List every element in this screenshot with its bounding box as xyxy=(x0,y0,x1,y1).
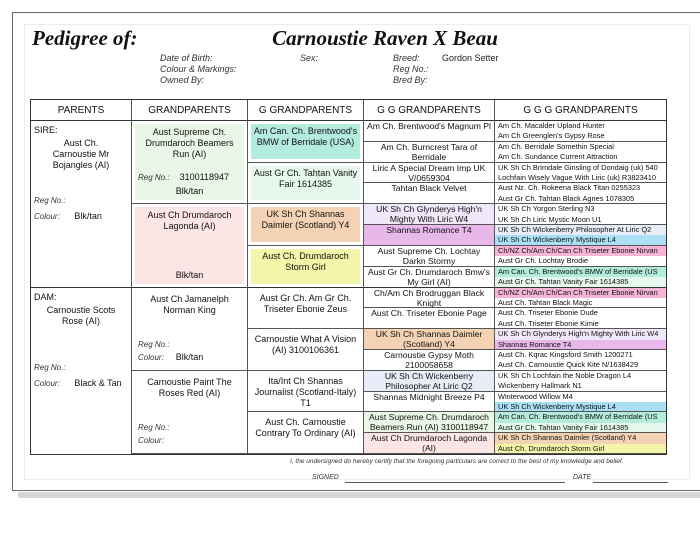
ggg-grandparent-row: UK Sh Ch Wickenberry Mystique L4 xyxy=(495,235,666,245)
ggg-grandparent-row: Am Can. Ch. Brentwood's BMW of Berridale (US xyxy=(495,412,666,422)
gg-grandparent-cell: UK Sh Ch Glynderys High'n Mighty With Liric W4 xyxy=(364,204,494,225)
ggg-grandparent-row: Winterwood Willow M4 xyxy=(495,392,666,402)
g-grandparent-name: Aust Gr Ch. Am Gr Ch. Triseter Ebonie Zeus xyxy=(259,292,352,314)
sire-reg-no-label: Reg No.: xyxy=(34,196,66,205)
grandparent-cell-bg xyxy=(135,207,244,283)
g-grandparent-cell xyxy=(248,121,363,163)
g-grandparent-cell xyxy=(248,246,363,288)
grandparent-colour-value: Blk/tan xyxy=(175,351,204,362)
grandparent-name: Carnoustie Paint The Roses Red (AI) xyxy=(147,376,232,398)
gg-grandparent-cell: Aust Supreme Ch. Drumdaroch Beamers Run (AI) 3100118947 xyxy=(364,412,494,433)
g-grandparent-cell-bg xyxy=(251,249,360,284)
grandparent-name: Aust Supreme Ch. Drumdaroch Beamers Run (AI) xyxy=(145,127,234,159)
ggg-grandparent-row: Aust Ch. Drumdaroch Storm Girl xyxy=(495,444,666,454)
grandparent-cell xyxy=(132,371,247,454)
pedigree-of-label: Pedigree of: xyxy=(32,26,138,50)
grandparent-reg-row xyxy=(138,172,229,183)
ggg-grandparent-row: Am Ch Greenglen's Gypsy Rose xyxy=(495,131,666,141)
ggg-grandparent-row: Am Ch. Berridale Somethin Special xyxy=(495,142,666,152)
dam-role-label: DAM: xyxy=(34,292,57,302)
ggg-grandparent-row: Am Ch. Macalder Upland Hunter xyxy=(495,121,666,131)
gg-grandparent-cell: Aust Supreme Ch. Lochtay Darkn Stormy xyxy=(364,246,494,267)
reg-no-label: Reg No.: xyxy=(393,64,429,74)
g-grandparent-name: Am Can. Ch. Brentwood's BMW of Berridale (USA) xyxy=(253,126,358,147)
grandparent-colour-label: Colour: xyxy=(138,352,164,362)
grandparent-cell-bg xyxy=(135,124,244,200)
signed-label: SIGNED xyxy=(312,474,339,481)
dam-reg-no-label: Reg No.: xyxy=(34,363,66,372)
g-grandparent-cell xyxy=(248,412,363,454)
ggg-grandparent-row: Aust Gr Ch. Tahtan Black Agnes 1078305 xyxy=(495,194,666,204)
ggg-grandparent-row: UK Sh Ch Brimdale Ginsling of Dondaig (uk) 540 xyxy=(495,163,666,173)
ggg-grandparent-row: Shannas Romance T4 xyxy=(495,340,666,350)
ggg-grandparent-row: Aust Gr Ch. Tahtan Vanity Fair 1614385 xyxy=(495,423,666,433)
sire-cell xyxy=(31,121,132,288)
ggg-grandparent-row: Ch/NZ Ch/Am Ch/Can Ch Triseter Ebonie Nirvan xyxy=(495,288,666,298)
frame-shadow xyxy=(18,492,700,498)
g-grandparents-column xyxy=(248,100,364,454)
g-grandparent-cell-bg xyxy=(251,374,360,409)
ggg-grandparent-row: Aust Ch. Kqrac Kingsford Smith 1200271 xyxy=(495,350,666,360)
ggg-grandparent-row: Aust Ch. Tahtan Black Magic xyxy=(495,298,666,308)
gg-grandparent-cell: Am Ch. Brentwood's Magnum Pl xyxy=(364,121,494,142)
header-g-grandparents: G GRANDPARENTS xyxy=(248,100,364,121)
pedigree-table xyxy=(30,99,667,455)
gg-grandparent-cell: Aust Ch Drumdaroch Lagonda (AI) xyxy=(364,433,494,454)
grandparent-reg-row xyxy=(138,422,180,433)
grandparent-colour-row xyxy=(138,352,203,363)
ggg-grandparent-row: Aust Ch. Carnoustie Quick Kite N/1638429 xyxy=(495,360,666,370)
date-label: DATE xyxy=(573,474,592,481)
grandparent-cell xyxy=(132,121,247,204)
dog-name-title: Carnoustie Raven X Beau xyxy=(272,26,498,50)
colour-markings-label: Colour & Markings: xyxy=(160,64,237,74)
ggg-grandparent-row: UK Sh Ch Yorgon Sterling N3 xyxy=(495,204,666,214)
gg-grandparent-cell: Aust Gr Ch. Drumdaroch Bmw's My Girl (AI) xyxy=(364,267,494,288)
header-ggg-grandparents: G G G GRANDPARENTS xyxy=(495,100,666,121)
grandparent-colour-label: Colour: xyxy=(138,436,164,445)
gg-grandparent-cell: Carnoustie Gypsy Moth 2100058658 xyxy=(364,350,494,371)
grandparent-name: Aust Ch Drumdaroch Lagonda (AI) xyxy=(147,210,232,232)
gg-grandparent-cell: Ch/Am Ch Brodruggan Black Knight xyxy=(364,288,494,309)
date-line[interactable] xyxy=(593,482,668,483)
grandparent-reg-no-value: 3100118947 xyxy=(179,172,229,182)
sex-label: Sex: xyxy=(300,53,319,63)
ggg-grandparent-row: UK Sh Ch Lochfain the Noble Dragon L4 xyxy=(495,371,666,381)
ggg-grandparents-column xyxy=(495,100,666,454)
g-grandparent-cell-bg xyxy=(251,332,360,367)
sire-name: Aust Ch. Carnoustie Mr Bojangles (AI) xyxy=(52,138,110,170)
g-grandparent-cell xyxy=(248,371,363,413)
sire-role-label: SIRE: xyxy=(34,125,58,135)
gg-grandparent-cell: Am Ch. Burncrest Tara of Berridale xyxy=(364,142,494,163)
grandparent-reg-row xyxy=(138,339,180,350)
gg-grandparent-cell: Liric A Special Dream Imp UK V/0659304 xyxy=(364,163,494,184)
grandparent-colour-value: Blk/tan xyxy=(175,186,204,197)
dam-colour-value: Black & Tan xyxy=(74,378,122,388)
ggg-grandparent-row: UK Sh Ch Wickenberry Philosopher At Liric Q2 xyxy=(495,225,666,235)
gg-grandparent-cell: Shannas Romance T4 xyxy=(364,225,494,246)
certification-text: I, the undersigned do hereby certify that the foregoing particulars are correct to the best of my knowledge and belief. xyxy=(290,458,624,465)
gg-grandparent-cell: Tahtan Black Velvet xyxy=(364,183,494,204)
gg-grandparent-cell: Shannas Midnight Breeze P4 xyxy=(364,392,494,413)
ggg-grandparent-row: UK Sh Ch Wickenberry Mystique L4 xyxy=(495,402,666,412)
gg-grandparent-cell: UK Sh Ch Shannas Daimler (Scotland) Y4 xyxy=(364,329,494,350)
sire-colour-label: Colour: xyxy=(34,212,60,221)
ggg-grandparent-row: Aust Ch. Triseter Ebonie Kimie xyxy=(495,319,666,329)
grandparent-colour-value: Blk/tan xyxy=(175,269,204,280)
g-grandparent-name: Aust Ch. Carnoustie Contrary To Ordinary (AI) xyxy=(255,417,356,439)
dam-cell xyxy=(31,288,132,454)
grandparent-reg-no-label: Reg No.: xyxy=(138,422,170,432)
ggg-grandparent-row: Am Ch. Sundance Current Attraction xyxy=(495,152,666,162)
g-grandparent-name: Carnoustie What A Vision (AI) 3100106361 xyxy=(254,334,357,356)
dam-name: Carnoustie Scots Rose (AI) xyxy=(46,305,116,326)
g-grandparent-cell-bg xyxy=(251,166,360,201)
header-parents: PARENTS xyxy=(31,100,132,121)
grandparent-colour-row xyxy=(138,435,176,446)
g-grandparent-cell-bg xyxy=(251,124,360,159)
grandparent-reg-no-label: Reg No.: xyxy=(138,339,170,349)
g-grandparent-cell xyxy=(248,163,363,205)
grandparents-column xyxy=(132,100,248,454)
dam-colour-label: Colour: xyxy=(34,379,60,388)
ggg-grandparent-row: Wickenberry Hallmark N1 xyxy=(495,381,666,391)
gg-grandparents-column xyxy=(364,100,495,454)
signature-line[interactable] xyxy=(345,482,565,483)
g-grandparent-cell-bg xyxy=(251,207,360,242)
grandparent-cell xyxy=(132,288,247,371)
breed-label: Breed: xyxy=(393,53,420,63)
ggg-grandparent-row: Lochfain Wisely Vague With Liric (uk) R3823410 xyxy=(495,173,666,183)
g-grandparent-name: Ita/Int Ch Shannas Journalist (Scotland-Italy) T1 xyxy=(254,375,357,408)
header-gg-grandparents: G G GRANDPARENTS xyxy=(364,100,495,121)
ggg-grandparent-row: UK Sh Ch Liric Mystic Moon U1 xyxy=(495,215,666,225)
g-grandparent-cell xyxy=(248,204,363,246)
header-grandparents: GRANDPARENTS xyxy=(132,100,248,121)
grandparent-reg-no-label: Reg No.: xyxy=(138,173,170,182)
g-grandparent-cell-bg xyxy=(251,415,360,450)
grandparent-cell-bg xyxy=(135,374,244,450)
g-grandparent-name: Aust Gr Ch. Tahtan Vanity Fair 1614385 xyxy=(253,167,358,189)
g-grandparent-cell xyxy=(248,288,363,330)
g-grandparent-name: Aust Ch. Drumdaroch Storm Girl xyxy=(262,250,349,272)
ggg-grandparent-row: UK Sh Ch Shannas Daimler (Scotland) Y4 xyxy=(495,433,666,443)
sire-colour-value: Blk/tan xyxy=(74,211,102,221)
breed-value: Gordon Setter xyxy=(442,53,499,63)
gg-grandparent-cell: Aust Ch. Triseter Ebonie Page xyxy=(364,308,494,329)
ggg-grandparent-row: Am Can. Ch. Brentwood's BMW of Berridale (US xyxy=(495,267,666,277)
ggg-grandparent-row: Aust Gr Ch. Lochtay Brodie xyxy=(495,256,666,266)
grandparent-name: Aust Ch Jamanelph Norman King xyxy=(150,293,229,315)
ggg-grandparent-row: Aust Nz. Ch. Rokeena Black Titan 0255323 xyxy=(495,183,666,193)
grandparent-cell xyxy=(132,204,247,287)
ggg-grandparent-row: UK Sh Ch Glynderys High'n Mighty With Liric W4 xyxy=(495,329,666,339)
date-of-birth-label: Date of Birth: xyxy=(160,53,213,63)
bred-by-label: Bred By: xyxy=(393,75,428,85)
g-grandparent-name: UK Sh Ch Shannas Daimler (Scotland) Y4 xyxy=(261,209,350,231)
ggg-grandparent-row: Aust Gr Ch. Tahtan Vanity Fair 1614385 xyxy=(495,277,666,287)
g-grandparent-cell xyxy=(248,329,363,371)
ggg-grandparent-row: Ch/NZ Ch/Am Ch/Can Ch Triseter Ebonie Nirvan xyxy=(495,246,666,256)
grandparent-cell-bg xyxy=(135,291,244,367)
g-grandparent-cell-bg xyxy=(251,291,360,326)
owned-by-label: Owned By: xyxy=(160,75,205,85)
gg-grandparent-cell: UK Sh Ch Wickenberry Philosopher At Liric Q2 xyxy=(364,371,494,392)
ggg-grandparent-row: Aust Ch. Triseter Ebonie Dude xyxy=(495,308,666,318)
